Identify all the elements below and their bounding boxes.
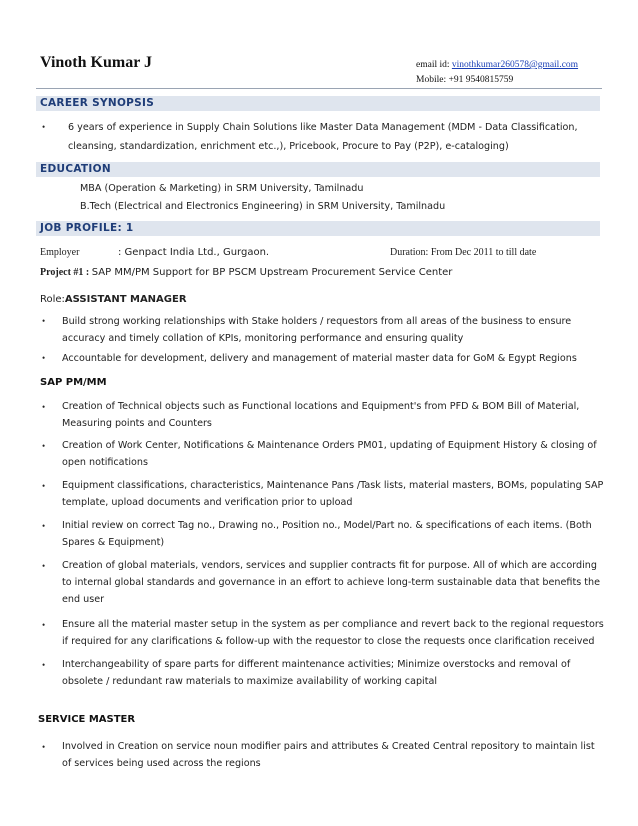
section-heading-service-master: SERVICE MASTER [38, 714, 136, 725]
employer-label: Employer [40, 247, 80, 258]
bullet-icon: • [42, 481, 46, 491]
sap-bullet-1-line-1: Creation of Technical objects such as Functional locations and Equipment's from PFD & BOM Bill of Material, [62, 401, 580, 412]
sap-bullet-7-line-2: obsolete / redundant raw materials to maximize availability of working capital [62, 676, 438, 687]
contact-block [416, 58, 578, 88]
sap-bullet-5-line-1: Creation of global materials, vendors, services and supplier contracts fit for purpose. All of which are according [62, 560, 597, 571]
role-line [40, 290, 187, 309]
career-line-1: 6 years of experience in Supply Chain Solutions like Master Data Management (MDM - Data Classification, [68, 122, 578, 133]
sap-bullet-6-line-1: Ensure all the material master setup in the system as per compliance and revert back to the regional requestors [62, 619, 604, 630]
role-bullet-2-line-1: Accountable for development, delivery and management of material master data for GoM & Egypt Regions [62, 353, 577, 364]
sap-bullet-5-line-2: to internal global standards and governance in an effort to achieve long-term sustainable data that benefits the [62, 577, 600, 588]
role-bullet-1-line-2: accuracy and timely collation of KPIs, monitoring performance and ensuring quality [62, 333, 464, 344]
sap-bullet-3-line-1: Equipment classifications, characteristics, Maintenance Pans /Task lists, material masters, BOMs, populating SAP [62, 480, 604, 491]
candidate-name: Vinoth Kumar J [40, 54, 153, 71]
education-mba: MBA (Operation & Marketing) in SRM University, Tamilnadu [80, 183, 364, 194]
bullet-icon: • [42, 441, 46, 451]
section-heading-education: EDUCATION [36, 162, 600, 177]
bullet-icon: • [42, 353, 46, 363]
sap-bullet-4-line-2: Spares & Equipment) [62, 537, 165, 548]
project-value: SAP MM/PM Support for BP PSCM Upstream Procurement Service Center [91, 267, 453, 278]
header-divider [36, 88, 602, 89]
education-btech: B.Tech (Electrical and Electronics Engineering) in SRM University, Tamilnadu [80, 201, 446, 212]
bullet-icon: • [42, 561, 46, 571]
email-label: email id: [416, 60, 452, 70]
project-label: Project #1 : [40, 267, 90, 278]
sap-bullet-5-line-3: end user [62, 594, 105, 605]
bullet-icon: • [42, 521, 46, 531]
sap-bullet-7-line-1: Interchangeability of spare parts for different maintenance activities; Minimize overstocks and removal of [62, 659, 571, 670]
section-heading-job-profile: JOB PROFILE: 1 [36, 221, 600, 236]
email-line [416, 58, 578, 73]
mobile-line: Mobile: +91 9540815759 [416, 75, 514, 85]
bullet-icon: • [42, 742, 46, 752]
bullet-icon: • [42, 122, 46, 132]
role-value: ASSISTANT MANAGER [64, 294, 187, 305]
role-bullet-1-line-1: Build strong working relationships with Stake holders / requestors from all areas of the business to ensure [62, 316, 572, 327]
sap-bullet-3-line-2: template, upload documents and verification prior to upload [62, 497, 353, 508]
bullet-icon: • [42, 660, 46, 670]
sap-bullet-4-line-1: Initial review on correct Tag no., Drawing no., Position no., Model/Part no. & specifications of each items. (Both [62, 520, 592, 531]
employer-value: : Genpact India Ltd., Gurgaon. [118, 247, 270, 258]
bullet-icon: • [42, 620, 46, 630]
sap-bullet-2-line-1: Creation of Work Center, Notifications & Maintenance Orders PM01, updating of Equipment History & closing of [62, 440, 597, 451]
project-line [40, 263, 452, 282]
section-heading-sap: SAP PM/MM [40, 377, 107, 388]
service-bullet-1-line-2: of services being used across the regions [62, 758, 261, 769]
section-heading-career: CAREER SYNOPSIS [36, 96, 600, 111]
email-link[interactable]: vinothkumar260578@gmail.com [451, 60, 579, 70]
sap-bullet-1-line-2: Measuring points and Counters [62, 418, 212, 429]
service-bullet-1-line-1: Involved in Creation on service noun modifier pairs and attributes & Created Central repository to maintain list [62, 741, 595, 752]
sap-bullet-2-line-2: open notifications [62, 457, 148, 468]
sap-bullet-6-line-2: if required for any clarifications & follow-up with the requestor to close the requests once clarification received [62, 636, 595, 647]
role-label: Role: [40, 294, 65, 305]
job-duration: Duration: From Dec 2011 to till date [390, 247, 537, 258]
career-line-2: cleansing, standardization, enrichment etc.,), Pricebook, Procure to Pay (P2P), e-cataloging) [68, 141, 509, 152]
bullet-icon: • [42, 402, 46, 412]
bullet-icon: • [42, 316, 46, 326]
